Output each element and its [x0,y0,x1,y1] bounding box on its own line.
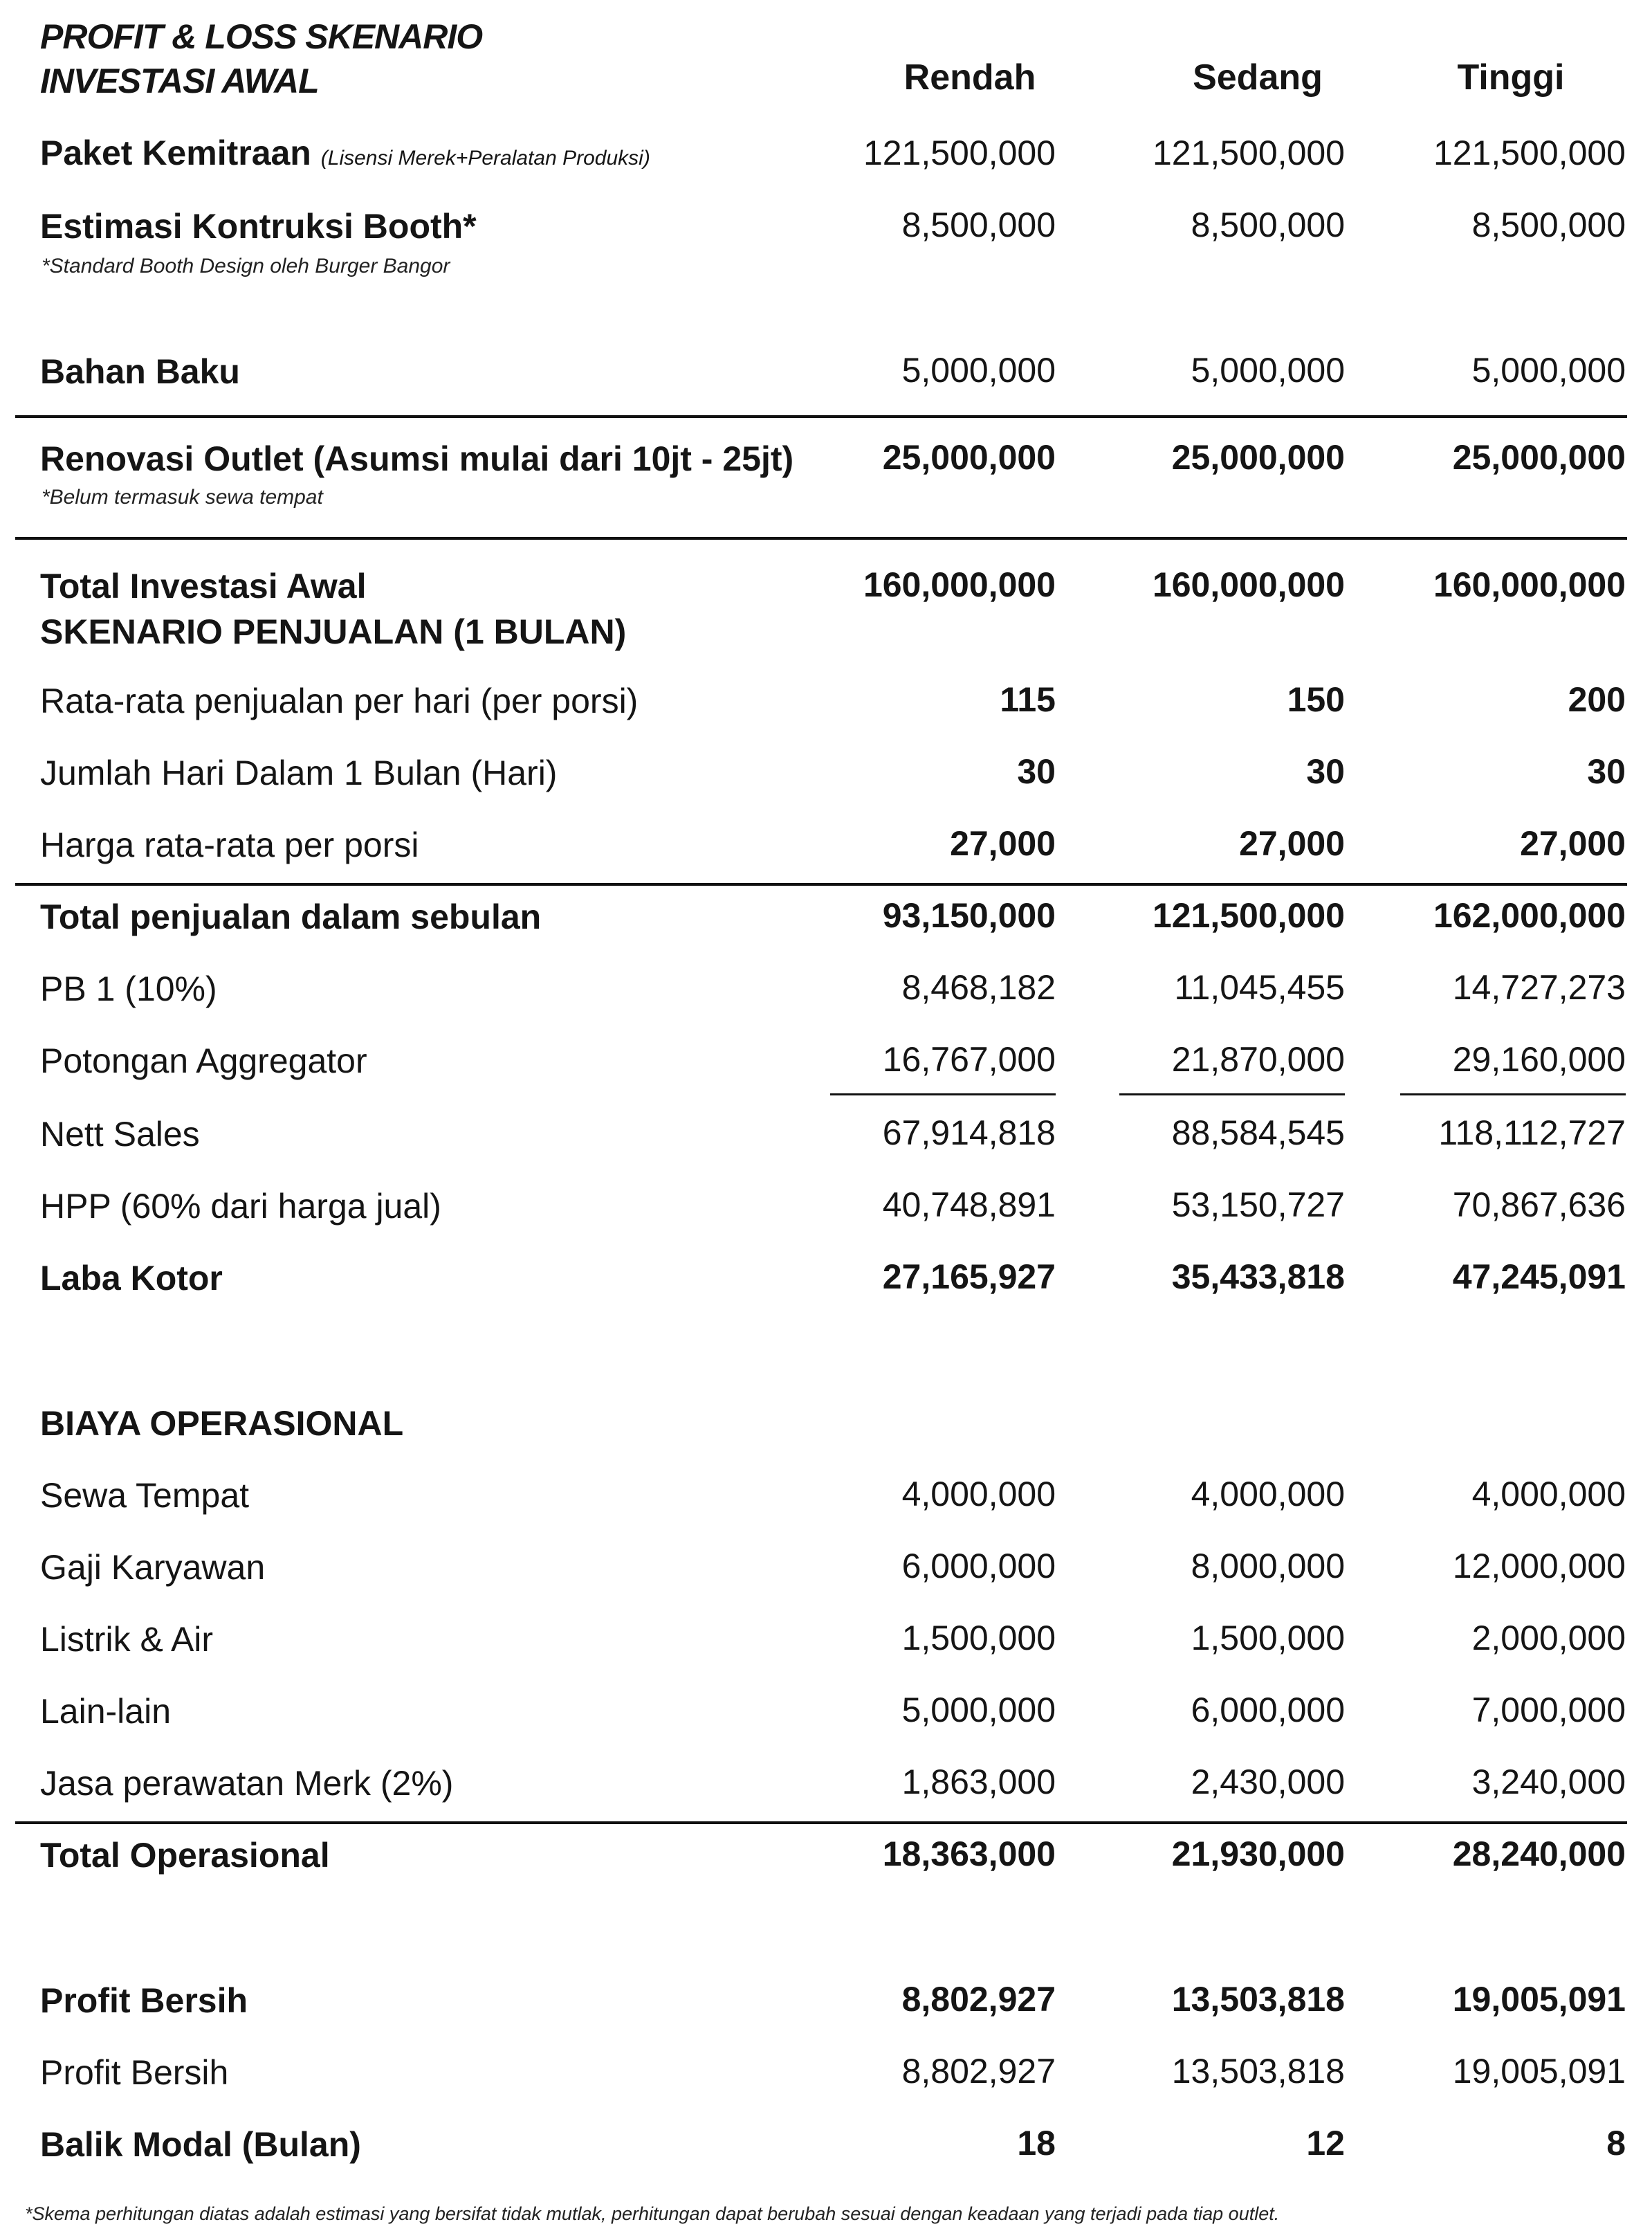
profit-bersih-repeat-label: Profit Bersih [40,2053,229,2092]
total-operasional-rendah: 18,363,000 [882,1834,1056,1873]
harga-per-porsi-sedang: 27,000 [1239,824,1345,863]
total-investasi-label: Total Investasi Awal [40,567,367,605]
renovasi-outlet-note: *Belum termasuk sewa tempat [42,486,323,509]
estimasi-booth-note: *Standard Booth Design oleh Burger Bangor [42,255,450,277]
estimasi-booth-label: Estimasi Kontruksi Booth* [40,207,477,246]
pb1-tinggi: 14,727,273 [1452,968,1626,1007]
bahan-baku-rendah: 5,000,000 [901,351,1056,390]
column-header-tinggi: Tinggi [1457,57,1565,98]
gaji-karyawan-tinggi: 12,000,000 [1452,1547,1626,1585]
profit-bersih-rendah: 8,802,927 [901,1980,1056,2019]
listrik-air-tinggi: 2,000,000 [1471,1619,1626,1657]
total-operasional-tinggi: 28,240,000 [1452,1834,1626,1873]
jumlah-hari-sedang: 30 [1306,752,1345,791]
subtotal-underline [830,1093,1056,1095]
column-header-sedang: Sedang [1193,57,1323,98]
bahan-baku-label: Bahan Baku [40,352,240,391]
total-penjualan-sedang: 121,500,000 [1152,896,1345,935]
nett-sales-label: Nett Sales [40,1115,200,1154]
nett-sales-sedang: 88,584,545 [1171,1113,1345,1152]
biaya-operasional-heading: BIAYA OPERASIONAL [40,1404,404,1443]
row-label-paket-kemitraan [40,136,650,170]
harga-per-porsi-label: Harga rata-rata per porsi [40,826,419,864]
lain-lain-rendah: 5,000,000 [901,1691,1056,1729]
hpp-label: HPP (60% dari harga jual) [40,1187,441,1226]
hpp-tinggi: 70,867,636 [1452,1185,1626,1224]
nett-sales-tinggi: 118,112,727 [1438,1113,1626,1152]
sewa-tempat-rendah: 4,000,000 [901,1475,1056,1513]
harga-per-porsi-rendah: 27,000 [950,824,1056,863]
divider-rule [15,537,1627,540]
renovasi-outlet-tinggi: 25,000,000 [1452,438,1626,477]
sewa-tempat-label: Sewa Tempat [40,1476,250,1515]
balik-modal-rendah: 18 [1017,2124,1056,2162]
laba-kotor-sedang: 35,433,818 [1171,1257,1345,1296]
profit-bersih-repeat-tinggi: 19,005,091 [1452,2052,1626,2091]
balik-modal-label: Balik Modal (Bulan) [40,2125,361,2164]
lain-lain-label: Lain-lain [40,1692,172,1731]
gaji-karyawan-rendah: 6,000,000 [901,1547,1056,1585]
rata-rata-penjualan-sedang: 150 [1287,680,1345,719]
jasa-perawatan-label: Jasa perawatan Merk (2%) [40,1764,454,1803]
hpp-rendah: 40,748,891 [882,1185,1056,1224]
potongan-aggregator-label: Potongan Aggregator [40,1041,367,1080]
paket-kemitraan-sedang: 121,500,000 [1152,134,1345,172]
divider-rule [15,1821,1627,1824]
pb1-rendah: 8,468,182 [901,968,1056,1007]
rata-rata-penjualan-tinggi: 200 [1568,680,1626,719]
jumlah-hari-label: Jumlah Hari Dalam 1 Bulan (Hari) [40,754,558,792]
total-operasional-label: Total Operasional [40,1836,330,1875]
profit-bersih-repeat-sedang: 13,503,818 [1171,2052,1345,2091]
title-line-2: INVESTASI AWAL [40,62,319,100]
divider-rule [15,415,1627,418]
subtotal-underline [1119,1093,1345,1095]
profit-bersih-sedang: 13,503,818 [1171,1980,1345,2019]
paket-kemitraan-tinggi: 121,500,000 [1433,134,1626,172]
total-operasional-sedang: 21,930,000 [1171,1834,1345,1873]
profit-bersih-tinggi: 19,005,091 [1452,1980,1626,2019]
lain-lain-tinggi: 7,000,000 [1471,1691,1626,1729]
total-investasi-rendah: 160,000,000 [863,565,1056,604]
laba-kotor-rendah: 27,165,927 [882,1257,1056,1296]
hpp-sedang: 53,150,727 [1171,1185,1345,1224]
sewa-tempat-sedang: 4,000,000 [1191,1475,1345,1513]
listrik-air-rendah: 1,500,000 [901,1619,1056,1657]
sewa-tempat-tinggi: 4,000,000 [1471,1475,1626,1513]
jasa-perawatan-sedang: 2,430,000 [1191,1763,1345,1801]
laba-kotor-label: Laba Kotor [40,1259,223,1297]
jasa-perawatan-tinggi: 3,240,000 [1471,1763,1626,1801]
potongan-aggregator-sedang: 21,870,000 [1171,1040,1345,1079]
subtotal-underline [1400,1093,1626,1095]
total-penjualan-tinggi: 162,000,000 [1433,896,1626,935]
potongan-aggregator-tinggi: 29,160,000 [1452,1040,1626,1079]
profit-bersih-label: Profit Bersih [40,1981,248,2020]
laba-kotor-tinggi: 47,245,091 [1452,1257,1626,1296]
estimasi-booth-tinggi: 8,500,000 [1471,206,1626,244]
profit-bersih-repeat-rendah: 8,802,927 [901,2052,1056,2091]
estimasi-booth-rendah: 8,500,000 [901,206,1056,244]
pb1-sedang: 11,045,455 [1174,968,1345,1007]
skenario-penjualan-heading: SKENARIO PENJUALAN (1 BULAN) [40,612,627,651]
footnote: *Skema perhitungan diatas adalah estimasi yang bersifat tidak mutlak, perhitungan dapat berubah sesuai dengan keadaan yang terjadi pada tiap outlet. [25,2203,1280,2224]
total-penjualan-rendah: 93,150,000 [882,896,1056,935]
rata-rata-penjualan-rendah: 115 [1000,680,1056,719]
total-investasi-sedang: 160,000,000 [1152,565,1345,604]
bahan-baku-sedang: 5,000,000 [1191,351,1345,390]
rata-rata-penjualan-label: Rata-rata penjualan per hari (per porsi) [40,682,639,720]
bahan-baku-tinggi: 5,000,000 [1471,351,1626,390]
balik-modal-sedang: 12 [1306,2124,1345,2162]
jumlah-hari-tinggi: 30 [1587,752,1626,791]
potongan-aggregator-rendah: 16,767,000 [882,1040,1056,1079]
total-penjualan-label: Total penjualan dalam sebulan [40,898,542,936]
renovasi-outlet-sedang: 25,000,000 [1171,438,1345,477]
listrik-air-label: Listrik & Air [40,1620,214,1659]
pb1-label: PB 1 (10%) [40,969,217,1008]
gaji-karyawan-sedang: 8,000,000 [1191,1547,1345,1585]
column-header-rendah: Rendah [903,57,1036,98]
balik-modal-tinggi: 8 [1606,2124,1626,2162]
gaji-karyawan-label: Gaji Karyawan [40,1548,266,1587]
title-line-1: PROFIT & LOSS SKENARIO [40,17,483,56]
divider-rule [15,883,1627,886]
paket-kemitraan-rendah: 121,500,000 [863,134,1056,172]
renovasi-outlet-label: Renovasi Outlet (Asumsi mulai dari 10jt - 25jt) [40,439,794,478]
jasa-perawatan-rendah: 1,863,000 [901,1763,1056,1801]
jumlah-hari-rendah: 30 [1017,752,1056,791]
total-investasi-tinggi: 160,000,000 [1433,565,1626,604]
listrik-air-sedang: 1,500,000 [1191,1619,1345,1657]
paket-kemitraan-label: Paket Kemitraan [40,134,311,172]
renovasi-outlet-rendah: 25,000,000 [882,438,1056,477]
nett-sales-rendah: 67,914,818 [882,1113,1056,1152]
harga-per-porsi-tinggi: 27,000 [1520,824,1626,863]
paket-kemitraan-sub: (Lisensi Merek+Peralatan Produksi) [320,147,650,170]
estimasi-booth-sedang: 8,500,000 [1191,206,1345,244]
lain-lain-sedang: 6,000,000 [1191,1691,1345,1729]
